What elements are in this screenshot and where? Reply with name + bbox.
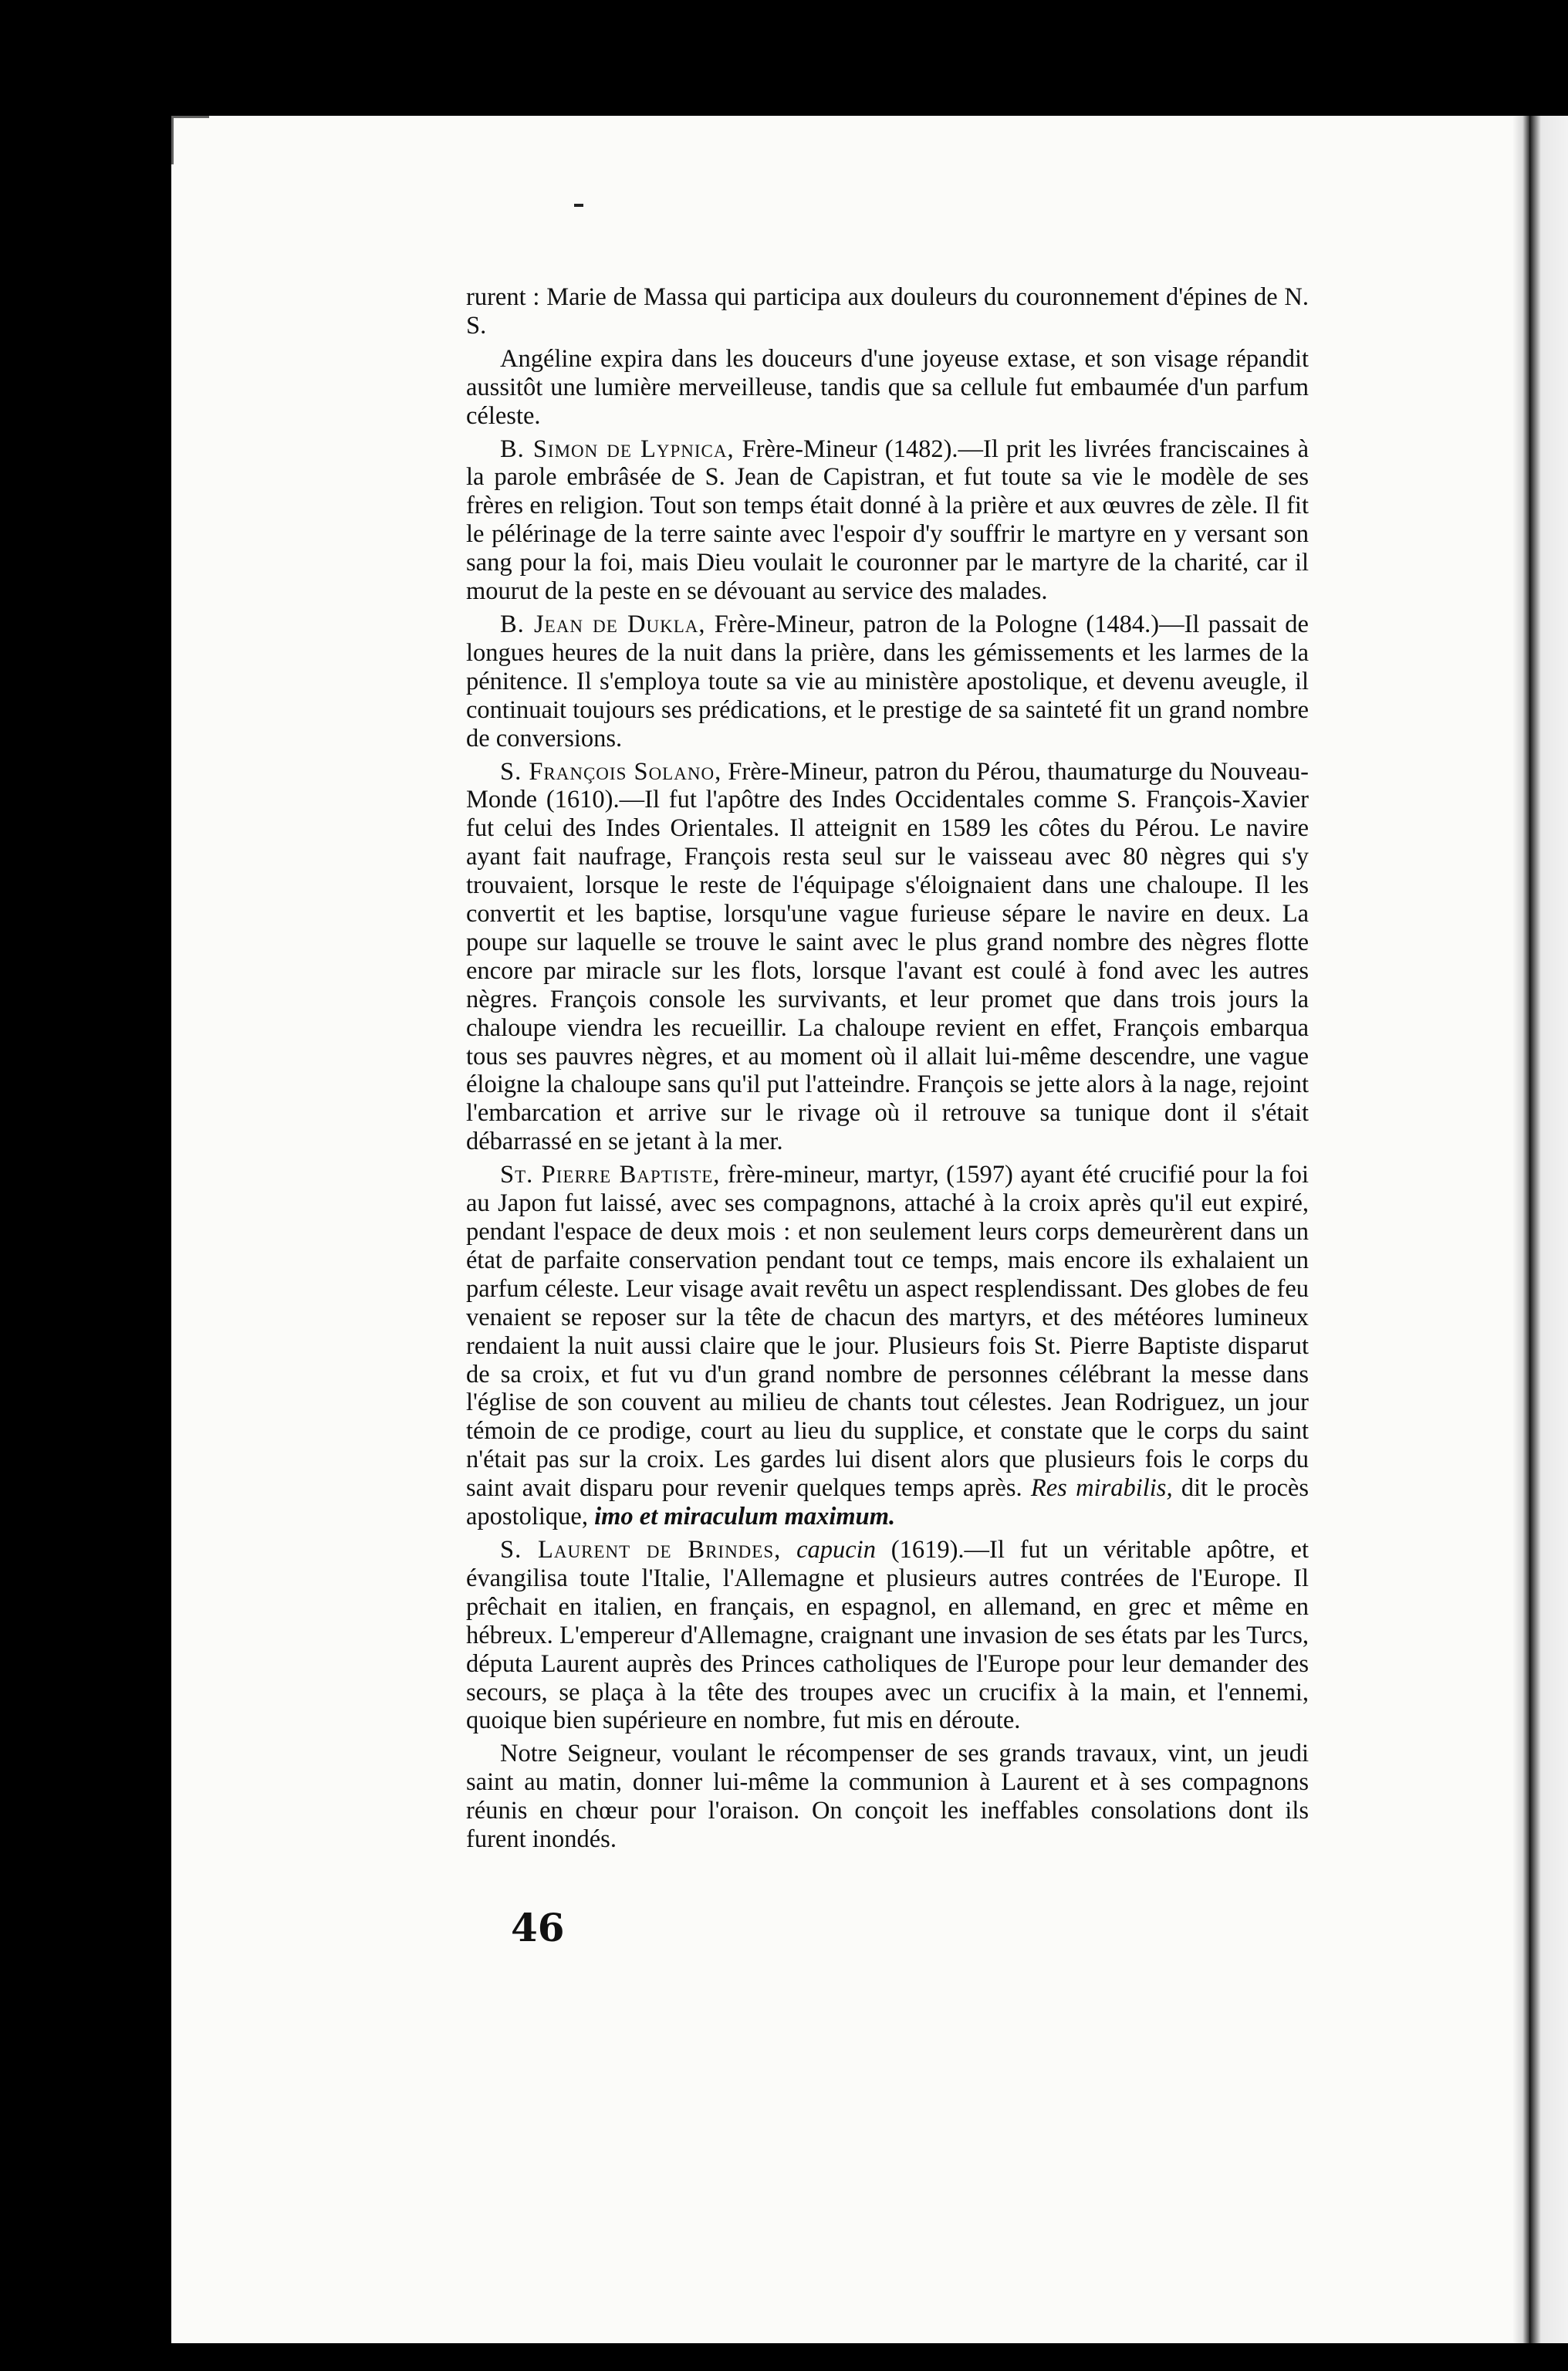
page-number: 46 (511, 1905, 565, 1950)
saint-name: B. Simon de Lypnica, (500, 435, 735, 463)
paragraph (466, 1536, 1309, 1735)
paragraph-text: dit le procès apostolique, (466, 1474, 1309, 1531)
paragraph (466, 611, 1309, 753)
order-name: capucin (781, 1535, 876, 1564)
paragraph (466, 1161, 1309, 1531)
paragraph (466, 435, 1309, 606)
page-gutter (1512, 116, 1529, 2343)
paragraph-text: (1619).—Il fut un véritable apôtre, et évangilisa toute l'Italie, l'Allemagne et plusieurs autres contrées de l'Europe. Il prêchait en italien, en français, en espagnol, en allemand, en grec et même en hébreux. L'empereur d'Allemagne, craignant une invasion de ses états par les Turcs, députa Laurent auprès des Princes catholiques de l'Europe pour leur demander des secours, se plaça à la tête des troupes avec un crucifix à la main, et l'ennemi, quoique bien supérieure en nombre, fut mis en déroute. (466, 1535, 1309, 1735)
paragraph-text: rurent : Marie de Massa qui participa aux douleurs du couronnement d'épines de N. S. (466, 283, 1309, 340)
printer-mark (574, 204, 583, 207)
paragraph-text: Frère-Mineur, patron du Pérou, thaumaturge du Nouveau-Monde (1610).—Il fut l'apôtre des Indes Occidentales comme S. François-Xavier fut celui des Indes Orientales. Il atteignit en 1589 les côtes du Pérou. Le navire ayant fait naufrage, François resta seul sur le vaisseau avec 80 nègres qui s'y trouvaient, lorsque le reste de l'équipage s'éloignaient dans une chaloupe. Il les convertit et les baptise, lorsqu'une vague furieuse sépare le navire en deux. La poupe sur laquelle se trouve le saint avec le plus grand nombre des nègres flotte encore par miracle sur les flots, lorsque l'avant est coulé à fond avec les autres nègres. François console les survivants, et leur promet que dans trois jours la chaloupe viendra les recueillir. La chaloupe revient en effet, François embarqua tous ses pauvres nègres, et au moment où il allait lui-même descendre, une vague éloigne la chaloupe sans qu'il put l'atteindre. François se jette alors à la nage, rejoint l'embarcation et arrive sur le rivage où il retrouve sa tunique dont il s'était débarrassé en se jetant à la mer. (466, 757, 1309, 1156)
paragraph-text: Frère-Mineur (1482).—Il prit les livrées franciscaines à la parole embrâsée de S. Jean de Capistran, et fut toute sa vie le modèle de ses frères en religion. Tout son temps était donné à la prière et aux œuvres de zèle. Il fit le pélérinage de la terre sainte avec l'espoir d'y souffrir le martyre en y versant son sang pour la foi, mais Dieu voulait le couronner par le martyre de la charité, car il mourut de la peste en se dévouant au service des malades. (466, 435, 1309, 606)
paragraph (466, 1740, 1309, 1854)
latin-quote: imo et miraculum maximum. (594, 1503, 896, 1531)
paragraph-text: frère-mineur, martyr, (1597) ayant été crucifié pour la foi au Japon fut laissé, avec ses compagnons, attaché à la croix après qu'il eut expiré, pendant l'espace de deux mois : et non seulement leurs corps demeurèrent dans un état de parfaite conservation pendant tout ce temps, mais encore ils exhalaient un parfum céleste. Leur visage avait revêtu un aspect resplendissant. Des globes de feu venaient se reposer sur la tête de chacun des martyrs, et des météores lumineux rendaient la nuit aussi claire que le jour. Plusieurs fois St. Pierre Baptiste disparut de sa croix, et fut vu d'un grand nombre de personnes célébrant la messe dans l'église de son couvent au milieu de chants tout célestes. Jean Rodriguez, un jour témoin de ce prodige, court au lieu du supplice, et constate que le corps du saint n'était pas sur la croix. Les gardes lui disent alors que plusieurs fois le corps du saint avait disparu pour revenir quelques temps après. (466, 1161, 1309, 1503)
paragraph-text: Notre Seigneur, voulant le récompenser de ses grands travaux, vint, un jeudi saint au matin, donner lui-même la communion à Laurent et à ses compagnons réunis en chœur pour l'oraison. On conçoit les ineffables consolations dont ils furent inondés. (466, 1740, 1309, 1854)
facing-page-edge (1529, 116, 1568, 2343)
paragraph (466, 283, 1309, 340)
paragraph-text: Angéline expira dans les douceurs d'une joyeuse extase, et son visage répandit aussitôt une lumière merveilleuse, tandis que sa cellule fut embaumée d'un parfum céleste. (466, 344, 1309, 430)
saint-name: St. Pierre Baptiste, (500, 1161, 721, 1189)
latin-quote: Res mirabilis, (1030, 1474, 1173, 1503)
paragraph-text: Frère-Mineur, patron de la Pologne (1484.)—Il passait de longues heures de la nuit dans la prière, dans les gémissements et les larmes de la pénitence. Il s'employa toute sa vie au ministère apostolique, et devenu aveugle, il continuait toujours ses prédications, et le prestige de sa sainteté fit un grand nombre de conversions. (466, 610, 1309, 753)
paragraph (466, 758, 1309, 1157)
page-text (466, 283, 1309, 1859)
paragraph (466, 345, 1309, 431)
corner-mark (171, 116, 209, 164)
saint-name: B. Jean de Dukla, (500, 610, 706, 638)
saint-name: S. Laurent de Brindes, (500, 1535, 782, 1564)
saint-name: S. François Solano, (500, 757, 722, 786)
